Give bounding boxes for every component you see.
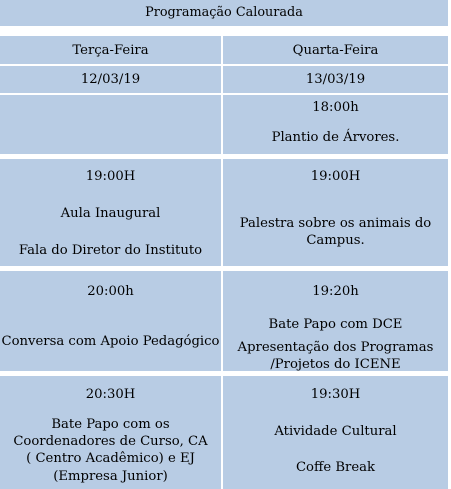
title-row (0, 0, 448, 26)
slot-description: Aula Inaugural (60, 206, 161, 221)
day-cell-tuesday (0, 36, 221, 64)
slot-description: (Empresa Junior) (53, 469, 168, 484)
day-label: Quarta-Feira (292, 43, 379, 58)
slot-description: Coffe Break (295, 460, 376, 475)
slot-cell-tuesday-1 (0, 95, 221, 154)
slot-cell-tuesday-2 (0, 159, 221, 266)
slot-time: 20:30H (85, 387, 136, 402)
slot-time: 19:00H (310, 169, 361, 184)
slot-time: 18:00h (312, 100, 359, 115)
date-label: 13/03/19 (305, 72, 366, 87)
slot-description: /Projetos do ICENE (270, 357, 401, 372)
slot-cell-wednesday-4 (223, 376, 448, 489)
slot-description: ( Centro Acadêmico) e EJ (26, 451, 195, 466)
slot-description: Conversa com Apoio Pedagógico (1, 334, 220, 349)
schedule-title: Programação Calourada (145, 5, 303, 20)
slot-time: 20:00h (87, 284, 134, 299)
slot-cell-wednesday-2 (223, 159, 448, 266)
slot-cell-wednesday-1 (223, 95, 448, 154)
slot-description: Bate Papo com os (51, 417, 170, 432)
slot-time: 19:00H (85, 169, 136, 184)
slot-cell-tuesday-4 (0, 376, 221, 489)
slot-description: Bate Papo com DCE (268, 317, 403, 332)
day-label: Terça-Feira (72, 43, 149, 58)
slot-description: Campus. (306, 233, 365, 248)
date-cell-tuesday (0, 66, 221, 93)
slot-description: Atividade Cultural (274, 424, 397, 439)
slot-time: 19:30H (310, 387, 361, 402)
date-label: 12/03/19 (80, 72, 141, 87)
slot-time: 19:20h (312, 284, 359, 299)
slot-cell-tuesday-3 (0, 271, 221, 371)
slot-description: Palestra sobre os animais do (239, 216, 432, 231)
slot-description: Fala do Diretor do Instituto (18, 243, 203, 258)
date-cell-wednesday (223, 66, 448, 93)
slot-description: Apresentação dos Programas (237, 340, 434, 355)
slot-description: Coordenadores de Curso, CA (13, 434, 208, 449)
slot-cell-wednesday-3 (223, 271, 448, 371)
day-cell-wednesday (223, 36, 448, 64)
slot-description: Plantio de Árvores. (271, 130, 400, 145)
